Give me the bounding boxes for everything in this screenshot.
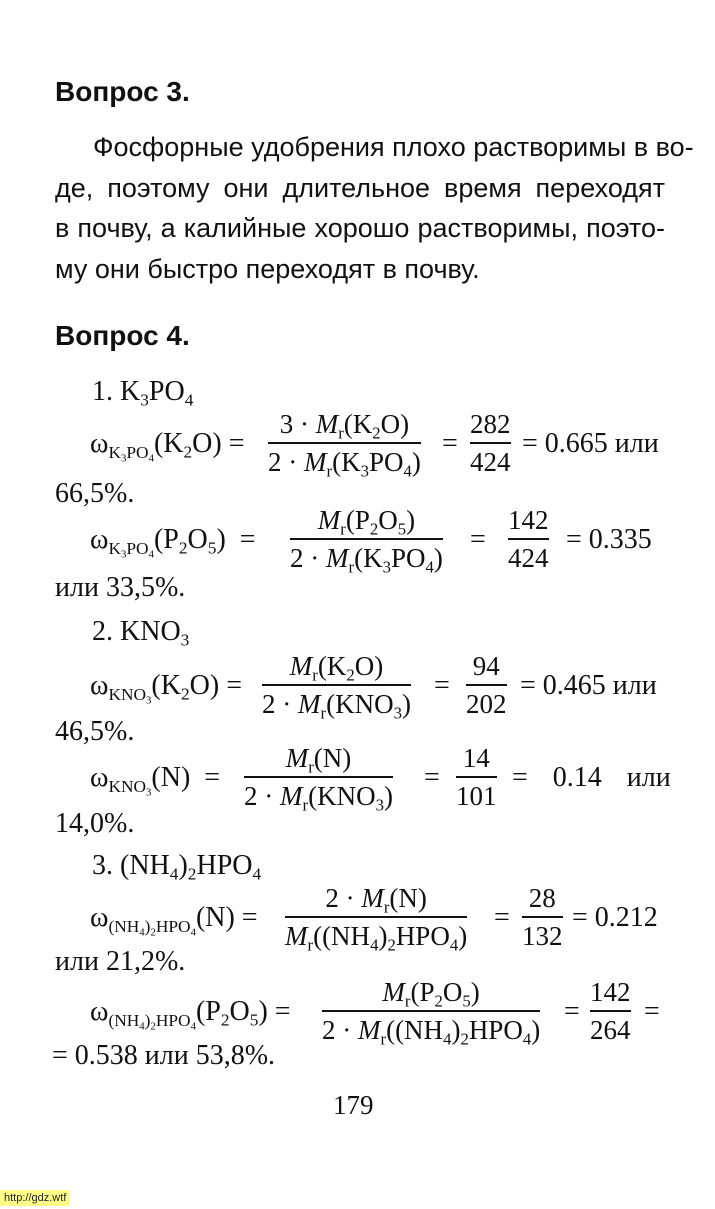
calc-lhs: $\omega_{K_3PO_4}(K_2O)$ = <box>90 428 245 464</box>
watermark-link[interactable]: http://gdz.wtf <box>0 1190 70 1206</box>
calc-lhs: $\omega_{KNO_3}(K_2O)$ = <box>90 670 242 706</box>
calc-percent: 66,5%. <box>55 478 135 509</box>
answer-line: де, поэтому они длительное время переходят <box>55 172 665 203</box>
calc-lhs: $\omega_{(NH_4)_2HPO_4}(N)$ = <box>90 902 258 938</box>
calc-result: = 0.212 <box>572 902 658 933</box>
calc-result: = 0.335 <box>566 524 652 555</box>
question-4-heading: Вопрос 4. <box>55 320 190 351</box>
fraction-formula: $M_r(K_2O)$ $2 \cdot M_r(KNO_3)$ <box>262 651 411 722</box>
calc-result: = 0.14 или <box>512 762 671 793</box>
calc-lhs: $\omega_{(NH_4)_2HPO_4}(P_2O_5)$ = <box>90 996 291 1032</box>
fraction-numeric: 28 132 <box>522 883 563 951</box>
calc-percent: или 33,5%. <box>55 572 186 603</box>
item-2-title: 2. $KNO_3$ <box>92 616 190 650</box>
fraction-formula: $M_r(P_2O_5)$ $2 \cdot M_r(K_3PO_4)$ <box>290 505 443 576</box>
answer-line: му они быстро переходят в почву. <box>55 253 480 284</box>
fraction-formula: $3 \cdot M_r(K_2O)$ $2 \cdot M_r(K_3PO_4)$ <box>268 409 421 480</box>
calc-percent: 14,0%. <box>55 808 135 839</box>
fraction-numeric: 94 202 <box>466 651 507 719</box>
fraction-numeric: 282 424 <box>470 409 511 477</box>
answer-line: в почву, а калийные хорошо растворимы, поэто- <box>55 213 665 243</box>
fraction-formula: $M_r(P_2O_5)$ $2 \cdot M_r((NH_4)_2HPO_4)$ <box>322 977 541 1048</box>
item-1-title: 1. $K_3PO_4$ <box>92 376 194 410</box>
calc-result: = 0.665 или <box>522 428 659 459</box>
calc-percent: 46,5%. <box>55 716 135 747</box>
calc-result: = 0.465 или <box>520 670 657 701</box>
fraction-formula: $M_r(N)$ $2 \cdot M_r(KNO_3)$ <box>244 743 393 814</box>
question-3-answer <box>55 127 694 289</box>
item-1-formula: $K_3PO_4$ <box>120 376 194 410</box>
calc-lhs: $\omega_{KNO_3}(N)$ = <box>90 762 221 798</box>
fraction-numeric: 14 101 <box>456 743 497 811</box>
fraction-numeric: 142 264 <box>590 977 631 1045</box>
item-3-formula: $(NH_4)_2HPO_4$ <box>120 850 262 884</box>
item-3-title: 3. $(NH_4)_2HPO_4$ <box>92 850 262 884</box>
calc-percent: = 0.538 или 53,8%. <box>52 1040 276 1071</box>
page-number: 179 <box>333 1090 374 1120</box>
item-2-formula: $KNO_3$ <box>120 616 190 650</box>
fraction-formula: $2 \cdot M_r(N)$ $M_r((NH_4)_2HPO_4)$ <box>285 883 468 954</box>
calc-percent: или 21,2%. <box>55 946 186 977</box>
calc-result: = <box>644 996 660 1027</box>
fraction-numeric: 142 424 <box>508 505 549 573</box>
answer-line: Фосфорные удобрения плохо растворимы в во- <box>93 132 694 162</box>
question-3-heading: Вопрос 3. <box>55 76 190 107</box>
calc-lhs: $\omega_{K_3PO_4}(P_2O_5)$ = <box>90 524 256 560</box>
